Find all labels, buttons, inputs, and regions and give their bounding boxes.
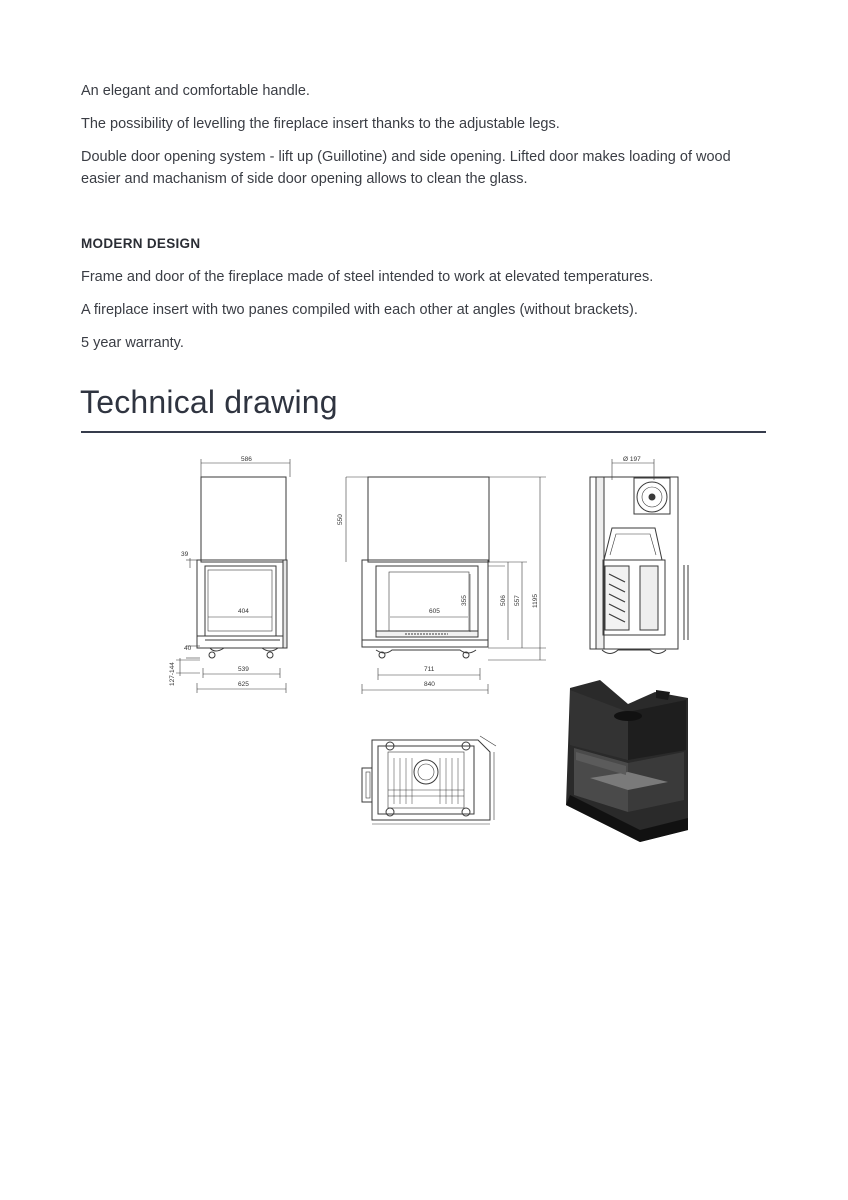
technical-drawing-title: Technical drawing	[80, 384, 338, 420]
feature-handle-text: An elegant and comfortable handle.	[81, 83, 310, 99]
dim-side-leg: 127-144	[169, 662, 176, 686]
dim-front-840: 840	[424, 681, 435, 688]
dim-front-605: 605	[429, 608, 440, 615]
design-frame-text: Frame and door of the fireplace made of steel intended to work at elevated temperatures.	[81, 269, 654, 285]
section-view-drawing	[590, 459, 688, 654]
top-view-drawing	[362, 736, 496, 824]
dim-side-40: 40	[184, 645, 192, 652]
dim-front-506: 506	[500, 595, 507, 606]
dim-side-39: 39	[181, 551, 189, 558]
dim-front-711: 711	[424, 666, 435, 673]
dim-side-539: 539	[238, 666, 249, 673]
design-panes-text: A fireplace insert with two panes compiled with each other at angles (without brackets).	[81, 302, 638, 318]
modern-design-heading: MODERN DESIGN	[81, 236, 201, 251]
feature-door-text: Double door opening system - lift up (Guillotine) and side opening. Lifted door makes loading of wood easier and machanism of side door opening allows to clean the glass.	[81, 149, 731, 187]
warranty-text: 5 year warranty.	[81, 335, 184, 351]
dim-front-557: 557	[514, 595, 521, 606]
dim-flue-diameter: Ø 197	[623, 456, 641, 463]
fireplace-3d-render	[566, 680, 688, 842]
dim-front-355: 355	[461, 595, 468, 606]
dim-side-width: 586	[241, 456, 252, 463]
front-view-drawing	[346, 477, 546, 694]
dim-side-625: 625	[238, 681, 249, 688]
dim-front-1195: 1195	[532, 594, 539, 608]
dim-front-550: 550	[337, 514, 344, 525]
dim-side-404: 404	[238, 608, 249, 615]
feature-legs-text: The possibility of levelling the fireplace insert thanks to the adjustable legs.	[81, 116, 560, 132]
side-view-drawing	[176, 459, 290, 693]
